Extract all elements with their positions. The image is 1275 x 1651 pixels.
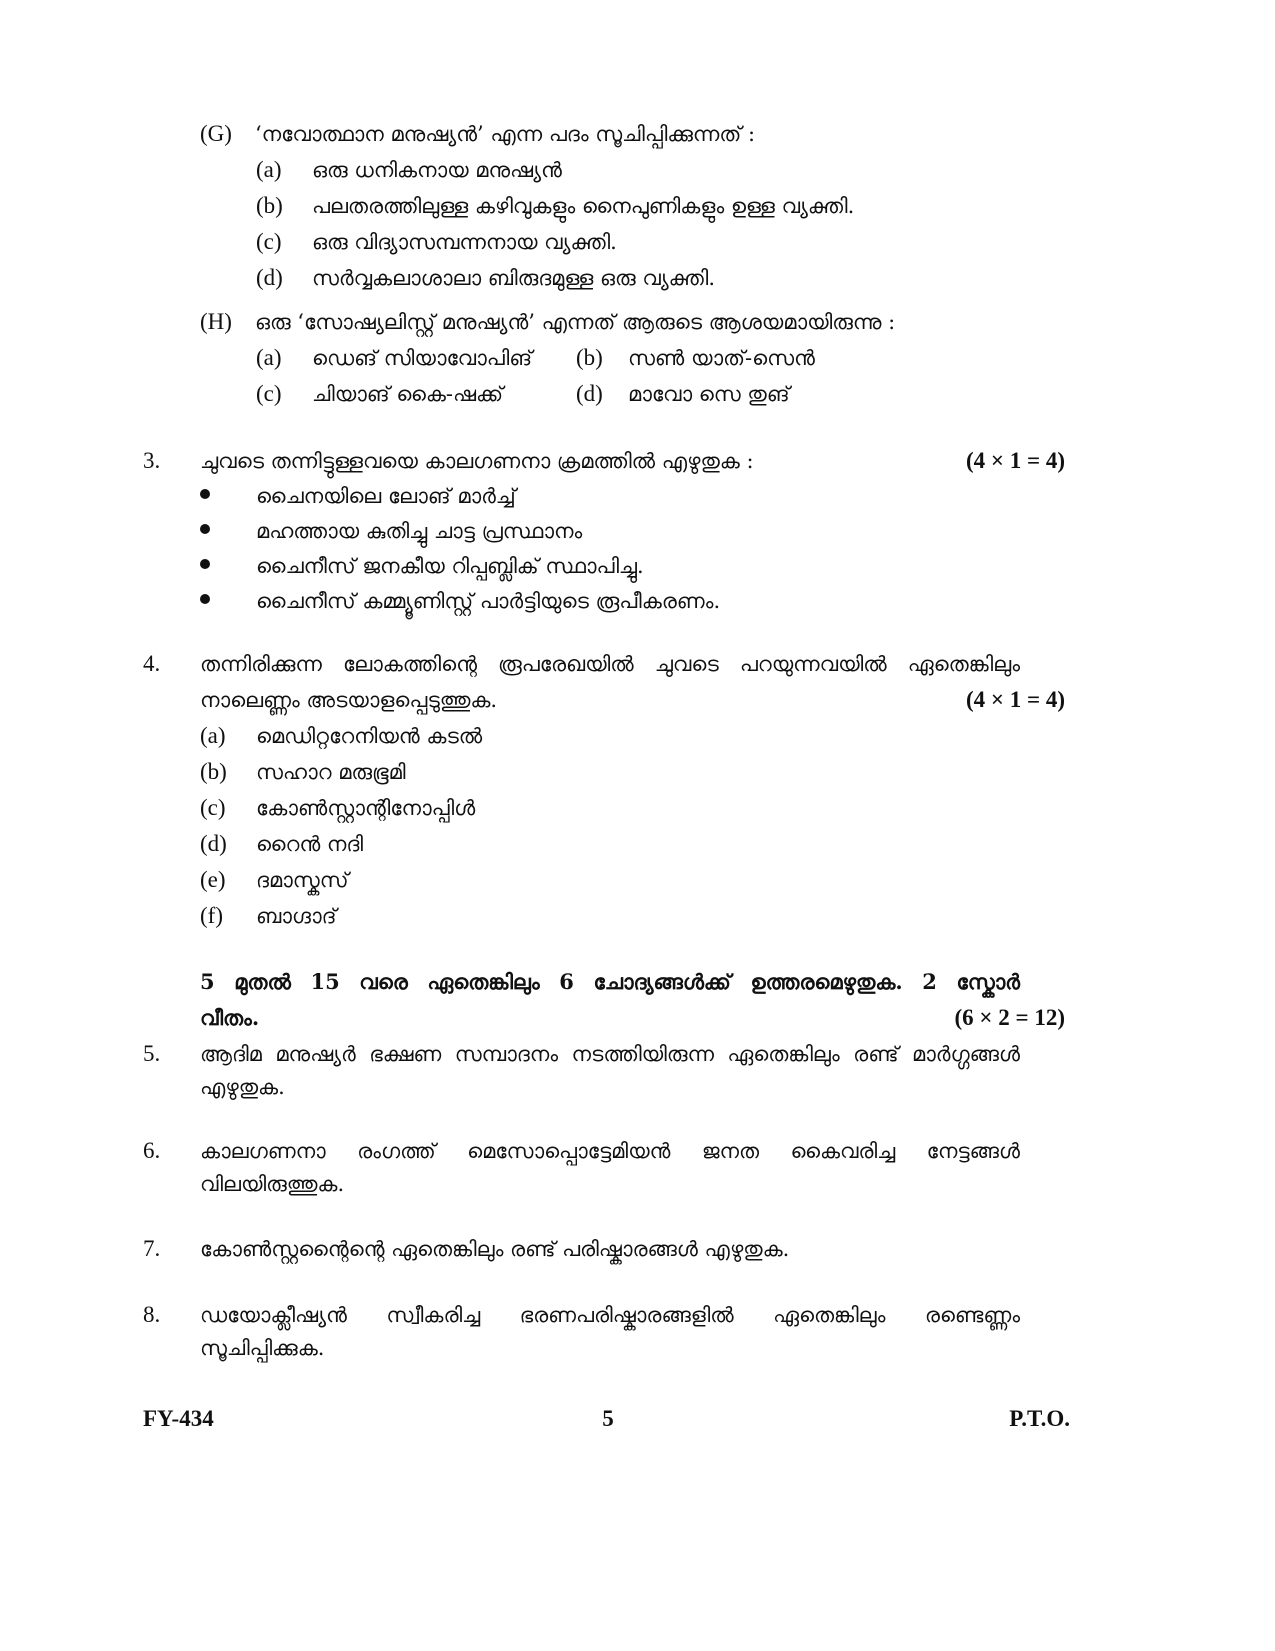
q2-g-option-a: ഒരു ധനികനായ മനുഷ്യൻ: [312, 158, 562, 182]
q4-option-f: ബാഗ്ദാദ്: [256, 904, 337, 928]
q3-item-1: ചൈനയിലെ ലോങ് മാർച്ച്: [256, 484, 516, 508]
q2-g-option-c-label: (c): [256, 229, 282, 254]
q2-h-option-c: ചിയാങ് കൈ-ഷക്ക്: [312, 382, 504, 406]
q4-option-d: റൈൻ നദി: [256, 832, 364, 856]
section-instruction-line2: വീതം.: [200, 1005, 260, 1030]
q5-text-line2: എഴുതുക.: [200, 1075, 285, 1099]
q6-text-line1: കാലഗണനാ രംഗത്ത് മെസോപ്പൊട്ടേമിയൻ ജനത കൈവരിച്ച നേട്ടങ്ങൾ: [200, 1139, 1020, 1163]
footer-page-number: 5: [602, 1406, 614, 1431]
q2-g-option-c: ഒരു വിദ്യാസമ്പന്നനായ വ്യക്തി.: [312, 230, 617, 254]
q5-number: 5.: [143, 1041, 161, 1066]
q4-text-line2: നാലെണ്ണം അടയാളപ്പെടുത്തുക.: [200, 688, 498, 712]
q3-item-2: മഹത്തായ കുതിച്ചു ചാട്ട പ്രസ്ഥാനം: [256, 519, 583, 543]
q2-h-option-b-label: (b): [576, 345, 603, 370]
q3-item-4: ചൈനീസ് കമ്മ്യൂണിസ്റ്റ് പാർട്ടിയുടെ രൂപീകരണം.: [256, 589, 721, 613]
q2-g-option-b: പലതരത്തിലുള്ള കഴിവുകളും നൈപുണികളും ഉള്ള വ്യക്തി.: [312, 194, 855, 218]
bullet-icon: [200, 559, 210, 569]
q8-text-line2: സൂചിപ്പിക്കുക.: [200, 1336, 325, 1360]
q4-marks: (4 × 1 = 4): [965, 687, 1065, 712]
q4-option-e-label: (e): [200, 867, 226, 892]
q6-text-line2: വിലയിരുത്തുക.: [200, 1172, 345, 1196]
q8-number: 8.: [143, 1302, 161, 1327]
q8-text-line1: ഡയോക്ലീഷ്യൻ സ്വീകരിച്ച ഭരണപരിഷ്കാരങ്ങളിൽ ഏതെങ്കിലും രണ്ടെണ്ണം: [200, 1303, 1020, 1327]
q4-option-c-label: (c): [200, 795, 226, 820]
q4-option-d-label: (d): [200, 831, 227, 856]
q2-h-option-a: ഡെങ് സിയാവോപിങ്: [312, 346, 533, 370]
q2-g-option-a-label: (a): [256, 157, 282, 182]
q4-option-b: സഹാറ മരുഭൂമി: [256, 760, 406, 784]
q2-h-option-d: മാവോ സെ തുങ്: [628, 382, 790, 406]
q4-option-a: മെഡിറ്ററേനിയൻ കടൽ: [256, 724, 483, 748]
q2-g-option-b-label: (b): [256, 193, 283, 218]
q2-h-option-d-label: (d): [576, 381, 603, 406]
q4-option-e: ദമാസ്കസ്: [256, 868, 349, 892]
q6-number: 6.: [143, 1138, 161, 1163]
q3-question: ചുവടെ തന്നിട്ടുള്ളവയെ കാലഗണനാ ക്രമത്തിൽ എഴുതുക :: [200, 449, 754, 473]
footer-pto: P.T.O.: [1009, 1406, 1070, 1431]
q2-h-label: (H): [200, 309, 232, 334]
q3-number: 3.: [143, 448, 161, 473]
q2-h-option-b: സൺ യാത്-സെൻ: [628, 346, 815, 370]
q4-option-c: കോൺസ്റ്റാന്റിനോപ്പിൾ: [256, 796, 476, 820]
bullet-icon: [200, 524, 210, 534]
section-marks: (6 × 2 = 12): [954, 1005, 1065, 1030]
q4-option-f-label: (f): [200, 903, 223, 928]
q3-item-3: ചൈനീസ് ജനകീയ റിപ്പബ്ലിക് സ്ഥാപിച്ചു.: [256, 554, 644, 578]
q5-text-line1: ആദിമ മനുഷ്യർ ഭക്ഷണ സമ്പാദനം നടത്തിയിരുന്ന ഏതെങ്കിലും രണ്ട് മാർഗ്ഗങ്ങൾ: [200, 1042, 1020, 1066]
bullet-icon: [200, 489, 210, 499]
bullet-icon: [200, 594, 210, 604]
q2-h-question: ഒരു ‘സോഷ്യലിസ്റ്റ് മനുഷ്യൻ’ എന്നത് ആരുടെ ആശയമായിരുന്നു :: [255, 310, 896, 334]
q2-h-option-c-label: (c): [256, 381, 282, 406]
q4-number: 4.: [143, 651, 161, 676]
q7-number: 7.: [143, 1236, 161, 1261]
q3-marks: (4 × 1 = 4): [965, 448, 1065, 473]
q4-option-b-label: (b): [200, 759, 227, 784]
q2-g-option-d: സർവ്വകലാശാലാ ബിരുദമുള്ള ഒരു വ്യക്തി.: [312, 266, 716, 290]
q7-text-line1: കോൺസ്റ്റന്റൈന്റെ ഏതെങ്കിലും രണ്ട് പരിഷ്കാരങ്ങൾ എഴുതുക.: [200, 1237, 790, 1261]
footer-paper-code: FY-434: [143, 1406, 214, 1431]
q2-h-option-a-label: (a): [256, 345, 282, 370]
q2-g-option-d-label: (d): [256, 265, 283, 290]
section-instruction-line1: 5 മുതൽ 15 വരെ ഏതെങ്കിലും 6 ചോദ്യങ്ങൾക്ക് ഉത്തരമെഴുതുക. 2 സ്കോർ: [200, 969, 1020, 994]
q2-g-label: (G): [200, 121, 232, 146]
q4-text-line1: തന്നിരിക്കുന്ന ലോകത്തിന്റെ രൂപരേഖയിൽ ചുവടെ പറയുന്നവയിൽ ഏതെങ്കിലും: [200, 652, 1020, 676]
q4-option-a-label: (a): [200, 723, 226, 748]
q2-g-question: ‘നവോത്ഥാന മനുഷ്യൻ’ എന്ന പദം സൂചിപ്പിക്കുന്നത് :: [255, 122, 756, 146]
